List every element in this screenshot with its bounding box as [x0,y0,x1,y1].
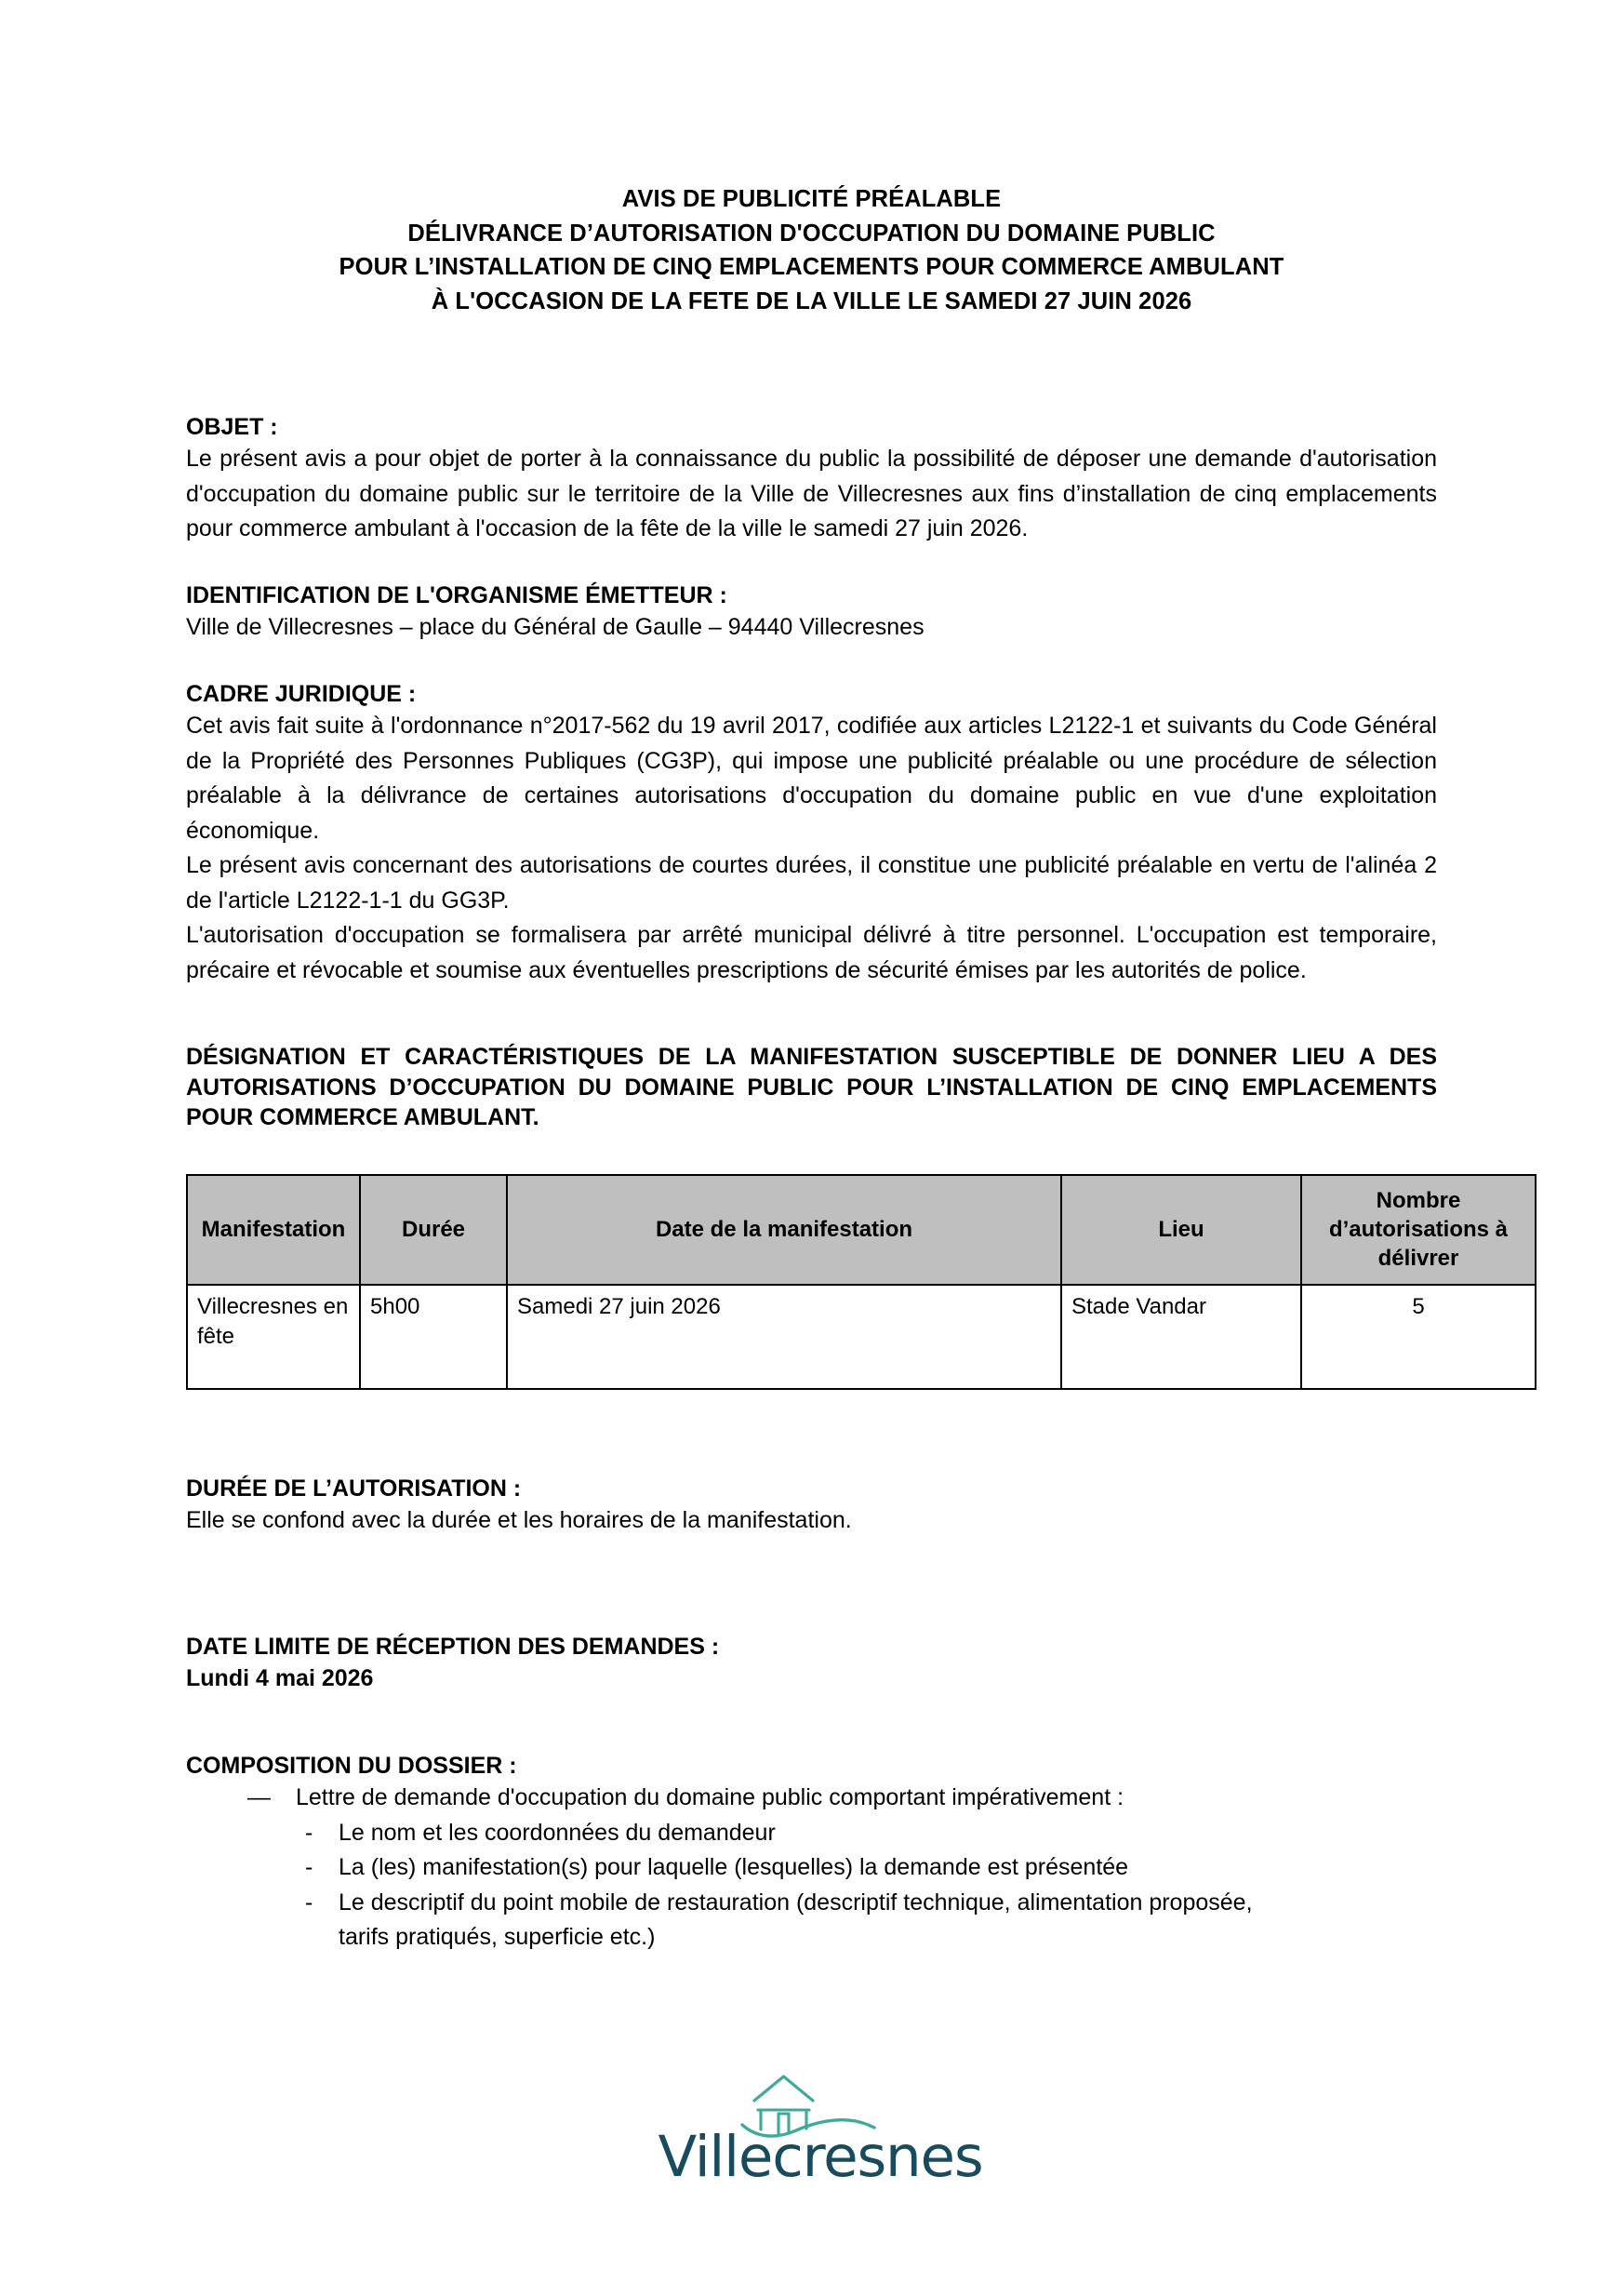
document-title [186,182,1437,319]
document-body [186,0,1509,1956]
title-line-3: POUR L’INSTALLATION DE CINQ EMPLACEMENTS POUR COMMERCE AMBULANT [339,254,1284,281]
list-item-label: Le descriptif du point mobile de restauration (descriptif technique, alimentation proposée, tarifs pratiqués, superficie etc.) [339,1889,1253,1951]
identification-body: Ville de Villecresnes – place du Général de Gaulle – 94440 Villecresnes [186,614,925,641]
cadre-juridique-paragraph-1: Cet avis fait suite à l'ordonnance n°2017-562 du 19 avril 2017, codifiée aux articles L2122-1 et suivants du Code Général de la Propriété des Personnes Publiques (CG3P), qui impose une publicité préalable ou une procédure de sélection préalable à la délivrance de certaines autorisations d'occupation du domaine public en vue d'une exploitation économique. [186,713,1437,844]
section-objet [186,412,1437,547]
list-marker-hyphen: - [305,1889,313,1916]
duree-autorisation-heading: DURÉE DE L’AUTORISATION : [186,1475,522,1502]
table-row [187,1285,1536,1389]
section-date-limite [186,1632,1437,1697]
section-cadre-juridique [186,679,1437,989]
section-identification [186,581,1437,646]
cell-duree: 5h00 [360,1285,507,1389]
duree-autorisation-body: Elle se confond avec la durée et les horaires de la manifestation. [186,1507,852,1534]
manifestation-table-wrapper [186,1174,1509,1390]
date-limite-heading: DATE LIMITE DE RÉCEPTION DES DEMANDES : [186,1633,720,1660]
list-item [305,1850,1437,1886]
list-item [305,1816,1437,1851]
table-header-nombre: Nombre d’autorisations à délivrer [1301,1175,1536,1285]
cadre-juridique-paragraph-3: L'autorisation d'occupation se formalisera par arrêté municipal délivré à titre personnel. L'occupation est temporaire, précaire et révocable et soumise aux éventuelles prescriptions de sécurité émises par les autorités de police. [186,922,1437,983]
identification-heading: IDENTIFICATION DE L'ORGANISME ÉMETTEUR : [186,581,727,608]
manifestation-table [186,1174,1537,1390]
list-item-label: Le nom et les coordonnées du demandeur [339,1819,776,1846]
title-line-4: À L'OCCASION DE LA FETE DE LA VILLE LE SAMEDI 27 JUIN 2026 [431,288,1192,315]
date-limite-value: Lundi 4 mai 2026 [186,1665,374,1692]
objet-heading: OBJET : [186,413,278,440]
composition-heading: COMPOSITION DU DOSSIER : [186,1752,517,1779]
cell-lieu: Stade Vandar [1061,1285,1301,1389]
table-header-date: Date de la manifestation [507,1175,1061,1285]
villecresnes-logo [0,2073,1623,2217]
cell-manifestation: Villecresnes en fête [187,1285,360,1389]
list-item [305,1886,1437,1956]
objet-body: Le présent avis a pour objet de porter à la connaissance du public la possibilité de déposer une demande d'autorisation d'occupation du domaine public sur le territoire de la Ville de Villecresnes aux fins d’installation de cinq emplacements pour commerce ambulant à l'occasion de la fête de la ville le samedi 27 juin 2026. [186,446,1437,542]
cell-nombre: 5 [1301,1285,1536,1389]
list-marker-hyphen: - [305,1854,313,1881]
table-header-row [187,1175,1536,1285]
section-designation [186,1042,1437,1133]
logo-wordmark: Villecresnes [658,2124,983,2190]
list-item-label: Lettre de demande d'occupation du domaine public comportant impérativement : [296,1784,1124,1811]
title-line-1: AVIS DE PUBLICITÉ PRÉALABLE [621,186,1002,212]
table-header-duree: Durée [360,1175,507,1285]
list-marker-dash: — [247,1784,271,1811]
designation-heading: DÉSIGNATION ET CARACTÉRISTIQUES DE LA MANIFESTATION SUSCEPTIBLE DE DONNER LIEU A DES AUTORISATIONS D’OCCUPATION DU DOMAINE PUBLIC POUR L’INSTALLATION DE CINQ EMPLACEMENTS POUR COMMERCE AMBULANT. [186,1044,1437,1131]
table-header-manifestation: Manifestation [187,1175,360,1285]
table-header-lieu: Lieu [1061,1175,1301,1285]
section-composition [186,1751,1437,1956]
cell-date: Samedi 27 juin 2026 [507,1285,1061,1389]
list-item-label: La (les) manifestation(s) pour laquelle (lesquelles) la demande est présentée [339,1854,1129,1881]
title-line-2: DÉLIVRANCE D’AUTORISATION D'OCCUPATION DU DOMAINE PUBLIC [407,220,1216,247]
list-item [247,1781,1437,1816]
list-marker-hyphen: - [305,1819,313,1846]
cadre-juridique-heading: CADRE JURIDIQUE : [186,680,417,707]
cadre-juridique-paragraph-2: Le présent avis concernant des autorisations de courtes durées, il constitue une publicité préalable en vertu de l'alinéa 2 de l'article L2122-1-1 du GG3P. [186,852,1437,914]
section-duree-autorisation [186,1474,1437,1539]
